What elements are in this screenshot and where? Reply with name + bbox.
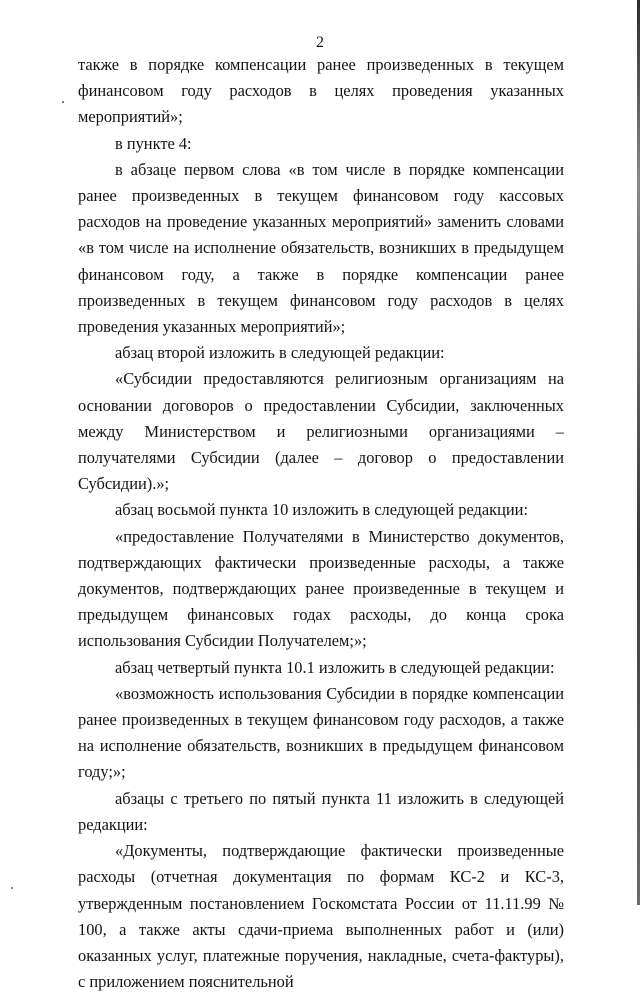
scan-speck [11,887,13,889]
paragraph-subsidy-quote: «Субсидии предоставляются религиозным организациям на основании договоров о предоставлении Субсидии, заключенных между Министерством и религиозными организациями – получателями Субсидии (далее – договор о предоставлении Субсидии).»; [78,369,564,494]
paragraph-continuation: также в порядке компенсации ранее произведенных в текущем финансовом году расходов в целях проведения указанных мероприятий»; [78,55,564,127]
paragraph-point-10-1-heading: абзац четвертый пункта 10.1 изложить в следующей редакции: [115,657,555,677]
paragraph-point-10-quote: «предоставление Получателями в Министерство документов, подтверждающих фактически произведенные расходы, а также документов, подтверждающих ранее произведенные в текущем и предыдущем финансовых годах расходы, до конца срока использования Субсидии Получателем;»; [78,526,564,651]
document-body [78,52,564,995]
page-number: 2 [316,34,324,51]
paragraph-point-10-1-quote: «возможность использования Субсидии в порядке компенсации ранее произведенных в текущем финансовом году расходов, а также на исполнение обязательств, возникших в предыдущем финансовом году;»; [78,683,564,782]
paragraph-point-11-heading: абзацы с третьего по пятый пункта 11 изложить в следующей редакции: [78,788,564,834]
scan-speck [62,101,64,103]
paragraph-second-abzac-heading: абзац второй изложить в следующей редакции: [115,343,445,363]
paragraph-point-4-heading: в пункте 4: [115,133,192,153]
paragraph-point-11-quote: «Документы, подтверждающие фактически произведенные расходы (отчетная документация по формам КС-2 и КС-3, утвержденным постановлением Госкомстата России от 11.11.99 № 100, а также акты сдачи-приема выполненных работ и (или) оказанных услуг, платежные поручения, накладные, счета-фактуры), с приложением пояснительной [78,841,564,992]
paragraph-point-10-heading: абзац восьмой пункта 10 изложить в следующей редакции: [115,500,528,520]
paragraph-point-4-first-abzac: в абзаце первом слова «в том числе в порядке компенсации ранее произведенных в текущем финансовом году кассовых расходов на проведение указанных мероприятий» заменить словами «в том числе на исполнение обязательств, возникших в предыдущем финансовом году, а также в порядке компенсации ранее произведенных в текущем финансовом году расходов в целях проведения указанных мероприятий»; [78,159,564,337]
